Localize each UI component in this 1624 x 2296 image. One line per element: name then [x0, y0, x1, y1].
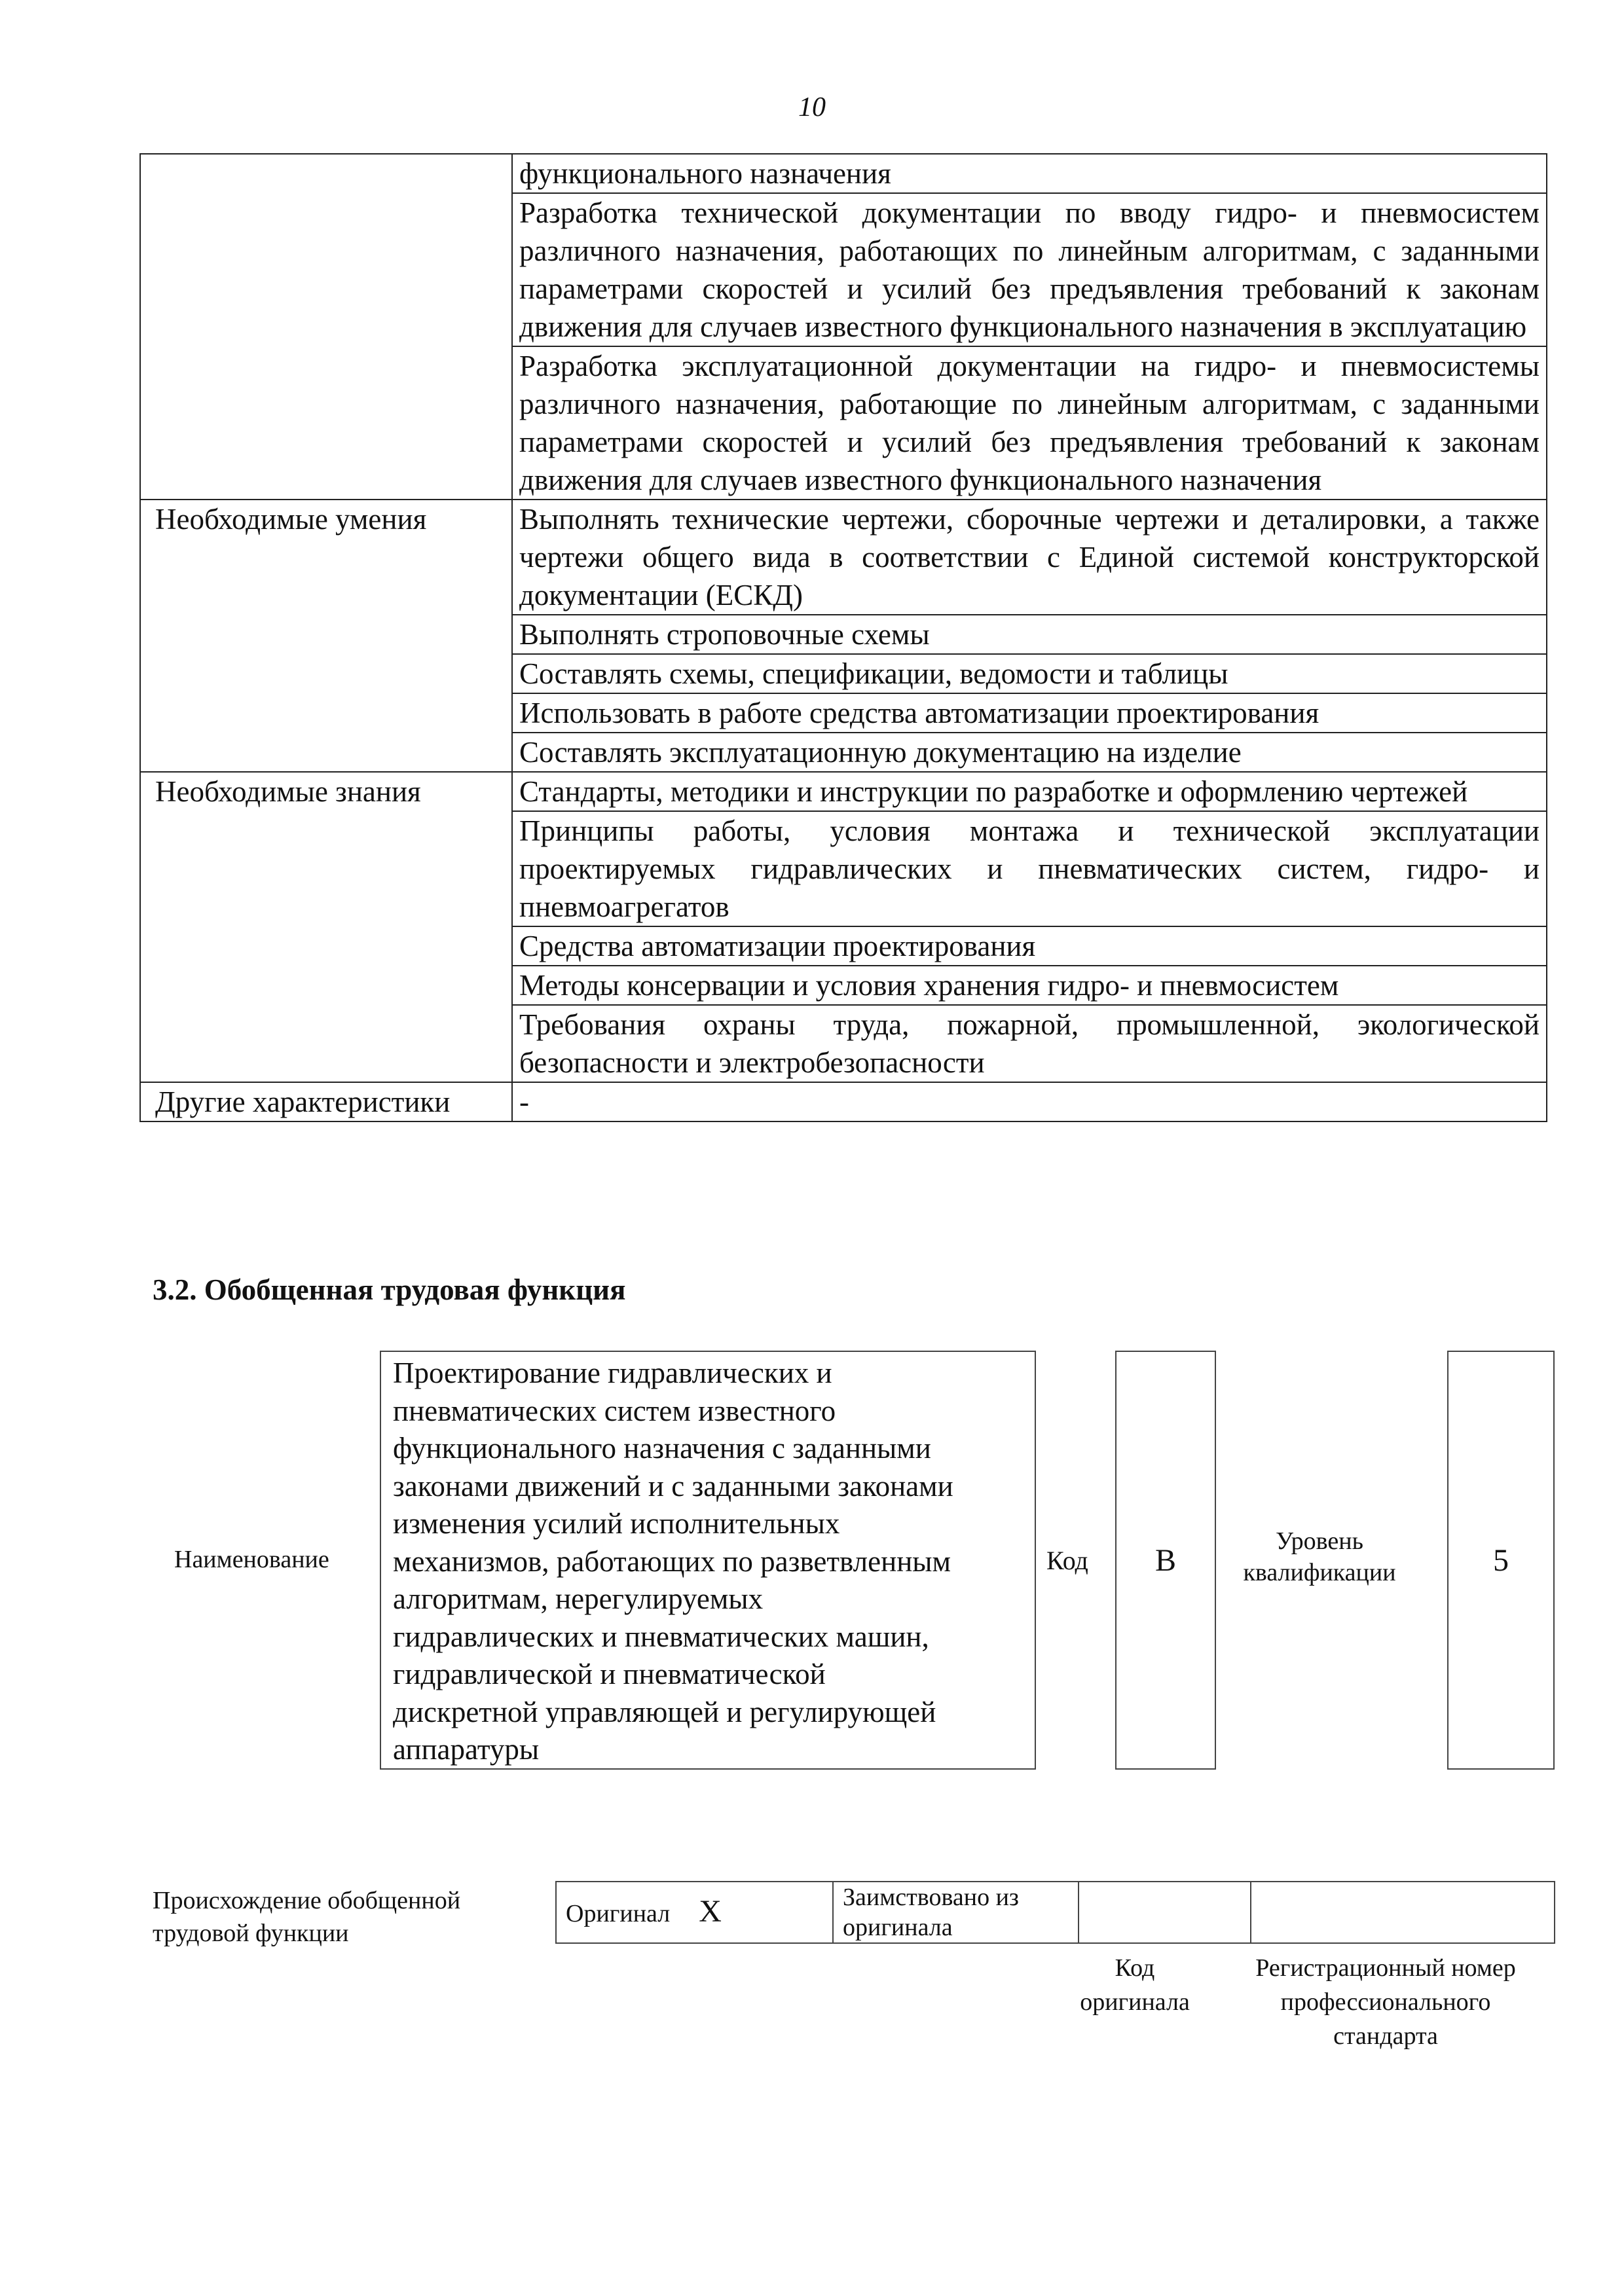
row-label: [140, 154, 512, 500]
function-name-line: дискретной управляющей и регулирующей: [393, 1695, 936, 1728]
code-value-box: [1115, 1351, 1216, 1770]
function-name-line: пневматических систем известного: [393, 1394, 836, 1427]
section-title: 3.2. Обобщенная трудовая функция: [153, 1273, 626, 1306]
qualification-level-label: [1225, 1525, 1414, 1588]
row-item: функционального назначения: [512, 154, 1547, 193]
characteristics-table: [139, 153, 1547, 1122]
function-name-line: гидравлической и пневматической: [393, 1658, 826, 1690]
row-item: Требования охраны труда, пожарной, промышленной, экологической безопасности и электробезопасности: [512, 1005, 1547, 1082]
function-name-line: Проектирование гидравлических и: [393, 1357, 832, 1389]
qualification-level-label-line: Уровень: [1276, 1527, 1363, 1555]
name-label: Наименование: [174, 1546, 329, 1573]
table-row: [140, 500, 1547, 615]
function-name-line: функционального назначения с заданными: [393, 1432, 931, 1465]
row-item: Методы консервации и условия хранения гидро- и пневмосистем: [512, 966, 1547, 1005]
row-item: -: [512, 1082, 1547, 1121]
table-row: [140, 772, 1547, 811]
caption-line: Регистрационный номер: [1255, 1954, 1516, 1982]
code-label: Код: [1046, 1546, 1088, 1575]
table-row: [140, 1082, 1547, 1121]
origin-table: [555, 1881, 1555, 1944]
row-item: Составлять схемы, спецификации, ведомости и таблицы: [512, 654, 1547, 693]
caption-line: Код: [1115, 1954, 1155, 1982]
registration-number-cell: [1251, 1882, 1555, 1943]
origin-label: [153, 1884, 460, 1950]
qualification-level-box: [1447, 1351, 1555, 1770]
row-item: Средства автоматизации проектирования: [512, 926, 1547, 966]
origin-label-line: трудовой функции: [153, 1920, 349, 1947]
row-item: Составлять эксплуатационную документацию на изделие: [512, 733, 1547, 772]
row-label-other: Другие характеристики: [140, 1082, 512, 1121]
table-row: [140, 154, 1547, 193]
original-cell: [556, 1882, 833, 1943]
caption-line: профессионального: [1280, 1988, 1491, 2016]
borrowed-label-line: оригинала: [843, 1914, 953, 1941]
borrowed-label-line: Заимствовано из: [843, 1884, 1019, 1911]
row-item: Принципы работы, условия монтажа и технической эксплуатации проектируемых гидравлических и пневматических систем, гидро- и пневмоагрегатов: [512, 811, 1547, 926]
row-item: Разработка технической документации по вводу гидро- и пневмосистем различного назначения, работающих по линейным алгоритмам, с заданными параметрами скоростей и усилий без предъявления требований к законам движения для случаев известного функционального назначения в эксплуатацию: [512, 193, 1547, 346]
row-item: Использовать в работе средства автоматизации проектирования: [512, 693, 1547, 733]
function-name-line: механизмов, работающих по разветвленным: [393, 1544, 951, 1578]
row-item: Стандарты, методики и инструкции по разработке и оформлению чертежей: [512, 772, 1547, 811]
borrowed-cell: [833, 1882, 1079, 1943]
function-name-line: изменения усилий исполнительных: [393, 1507, 840, 1540]
function-name-line: гидравлических и пневматических машин,: [393, 1620, 929, 1653]
registration-number-caption: [1215, 1951, 1556, 2053]
original-code-cell: [1079, 1882, 1251, 1943]
row-label-knowledge: Необходимые знания: [140, 772, 512, 1082]
original-label: Оригинал: [566, 1899, 671, 1927]
code-value: B: [1154, 1542, 1176, 1578]
caption-line: оригинала: [1080, 1988, 1190, 2016]
original-code-caption: [1062, 1951, 1208, 2019]
original-mark: X: [699, 1893, 722, 1929]
qualification-level-label-line: квалификации: [1243, 1559, 1396, 1586]
function-name-box: [380, 1351, 1036, 1770]
function-name-line: законами движений и с заданными законами: [393, 1469, 953, 1503]
page-number: 10: [798, 92, 826, 122]
function-name-line: аппаратуры: [393, 1733, 540, 1766]
row-item: Выполнять технические чертежи, сборочные чертежи и деталировки, а также чертежи общего вида в соответствии с Единой системой конструкторской документации (ЕСКД): [512, 500, 1547, 615]
qualification-level-value: 5: [1493, 1542, 1509, 1578]
origin-label-line: Происхождение обобщенной: [153, 1887, 461, 1914]
caption-line: стандарта: [1333, 2022, 1438, 2050]
function-name-line: алгоритмам, нерегулируемых: [393, 1582, 764, 1615]
row-label-skills: Необходимые умения: [140, 500, 512, 772]
row-item: Разработка эксплуатационной документации на гидро- и пневмосистемы различного назначения, работающие по линейным алгоритмам, с заданными параметрами скоростей и усилий без предъявления требований к законам движения для случаев известного функционального назначения: [512, 346, 1547, 500]
row-item: Выполнять строповочные схемы: [512, 615, 1547, 654]
